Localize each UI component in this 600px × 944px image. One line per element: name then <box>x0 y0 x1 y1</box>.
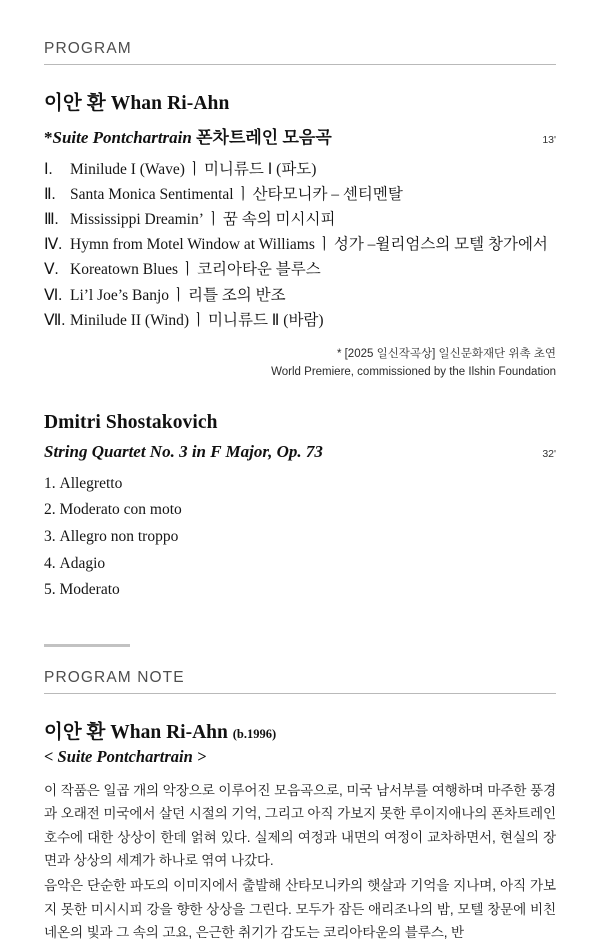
movement-title: Allegro non troppo <box>59 527 179 545</box>
work-title-italic-1: Suite Pontchartrain <box>52 128 192 147</box>
movement-number: Ⅴ. <box>44 261 59 279</box>
movement-number: 2. <box>44 501 56 519</box>
movement-separator: ㅣ <box>180 261 196 279</box>
movement-title: Hymn from Motel Window at Williams <box>70 236 315 254</box>
program-divider <box>44 64 556 65</box>
spacer <box>44 382 556 412</box>
work-duration-2: 32' <box>542 447 556 460</box>
movement-title: Mississippi Dreamin’ <box>70 211 204 229</box>
note-work-title: < Suite Pontchartrain > <box>44 746 207 766</box>
movement-item <box>44 182 556 207</box>
work-entry-2 <box>44 412 556 604</box>
movement-item <box>44 257 556 282</box>
composer-name-2: Dmitri Shostakovich <box>44 411 218 433</box>
movement-number: 5. <box>44 581 56 599</box>
movement-separator: ㅣ <box>316 236 332 254</box>
premiere-asterisk: * <box>44 128 53 147</box>
note-composer-text: 이안 환 Whan Ri-Ahn <box>44 721 228 743</box>
movement-title: Koreatown Blues <box>70 261 179 279</box>
movement-title-korean: 리틀 조의 반조 <box>188 286 286 304</box>
note-body <box>44 779 556 944</box>
movement-number: 4. <box>44 554 56 572</box>
work-entry-1 <box>44 87 556 382</box>
program-section <box>44 40 556 604</box>
movement-list-2 <box>44 471 556 604</box>
program-note-section <box>44 644 556 944</box>
movement-separator: ㅣ <box>171 286 187 304</box>
movement-title-korean: 꿈 속의 미시시피 <box>222 211 336 229</box>
work-title-2: String Quartet No. 3 in F Major, Op. 73 <box>44 441 323 461</box>
movement-separator: ㅣ <box>186 161 202 178</box>
movement-item <box>44 308 556 333</box>
note-composer-birth-year: (b.1996) <box>232 726 277 741</box>
movement-list-1 <box>44 157 556 333</box>
movement-item <box>44 157 556 182</box>
movement-item <box>44 524 556 551</box>
program-note-short-divider <box>44 644 130 647</box>
movement-number: Ⅲ. <box>44 211 59 229</box>
work-title-korean-text-1: 폰차트레인 모음곡 <box>196 128 332 147</box>
premiere-credit-korean: * [2025 일신작곡상] 일신문화재단 위촉 초연 <box>336 347 556 360</box>
movement-title-korean: 미니류드 Ⅱ (바람) <box>208 311 324 329</box>
movement-title: Moderato <box>59 581 120 599</box>
movement-number: Ⅰ. <box>44 161 53 178</box>
movement-item <box>44 497 556 524</box>
movement-number: 1. <box>44 474 56 492</box>
movement-item <box>44 577 556 604</box>
work-title-1 <box>44 123 332 148</box>
movement-item <box>44 471 556 498</box>
movement-number: Ⅳ. <box>44 236 63 254</box>
program-note-section-label: PROGRAM NOTE <box>44 668 185 686</box>
movement-title: Adagio <box>59 554 106 572</box>
movement-item <box>44 551 556 578</box>
program-note-divider <box>44 693 556 694</box>
movement-title: Li’l Joe’s Banjo <box>70 286 170 304</box>
movement-number: Ⅶ. <box>44 311 66 329</box>
movement-title-korean: 산타모니카 – 센티멘탈 <box>252 186 403 204</box>
premiere-credit <box>44 345 556 382</box>
work-title-row-1 <box>44 123 556 148</box>
note-paragraph: 음악은 단순한 파도의 이미지에서 출발해 산타모니카의 햇살과 기억을 지나며, 아직 가보지 못한 미시시피 강을 향한 상상을 그린다. 모두가 잠든 애리조나의 밤, 모텔 창문에 비친 네온의 빛과 그 속의 고요, 은근한 취기가 감도는 코리아타운의 블루스, 반 <box>44 878 556 941</box>
movement-separator: ㅣ <box>205 211 221 229</box>
movement-item <box>44 283 556 308</box>
movement-item <box>44 232 556 257</box>
movement-title: Minilude I (Wave) <box>70 161 185 178</box>
movement-item <box>44 207 556 232</box>
composer-name-1: 이안 환 Whan Ri-Ahn <box>44 93 230 114</box>
movement-separator: ㅣ <box>235 186 251 204</box>
movement-title: Moderato con moto <box>59 501 182 519</box>
work-title-row-2 <box>44 442 556 462</box>
movement-separator: ㅣ <box>191 311 207 329</box>
note-paragraph: 이 작품은 일곱 개의 악장으로 이루어진 모음곡으로, 미국 남서부를 여행하며 마주한 풍경과 오래전 미국에서 살던 시절의 기억, 그리고 아직 가보지 못한 루이지애나의 폰차트레인 호수에 대한 상상이 한데 얽혀 있다. 실제의 여정과 내면의 여정이 교차하면서, 현실의 장면과 상상의 세계가 하나로 엮여 나갔다. <box>44 782 556 868</box>
movement-title-korean: 미니류드 Ⅰ (파도) <box>203 161 317 178</box>
note-composer-name <box>44 716 556 744</box>
movement-title: Allegretto <box>59 474 123 492</box>
movement-number: Ⅱ. <box>44 186 56 204</box>
premiere-credit-english: World Premiere, commissioned by the Ilshin Foundation <box>271 366 556 379</box>
program-section-label: PROGRAM <box>44 40 132 57</box>
movement-number: 3. <box>44 527 56 545</box>
movement-title: Santa Monica Sentimental <box>70 186 234 204</box>
movement-title: Minilude II (Wind) <box>70 311 190 329</box>
movement-number: Ⅵ. <box>44 286 63 304</box>
movement-title-korean: 코리아타운 블루스 <box>197 261 321 279</box>
movement-title-korean: 성가 –윌리엄스의 모텔 창가에서 <box>333 236 548 254</box>
work-duration-1: 13' <box>542 134 556 146</box>
